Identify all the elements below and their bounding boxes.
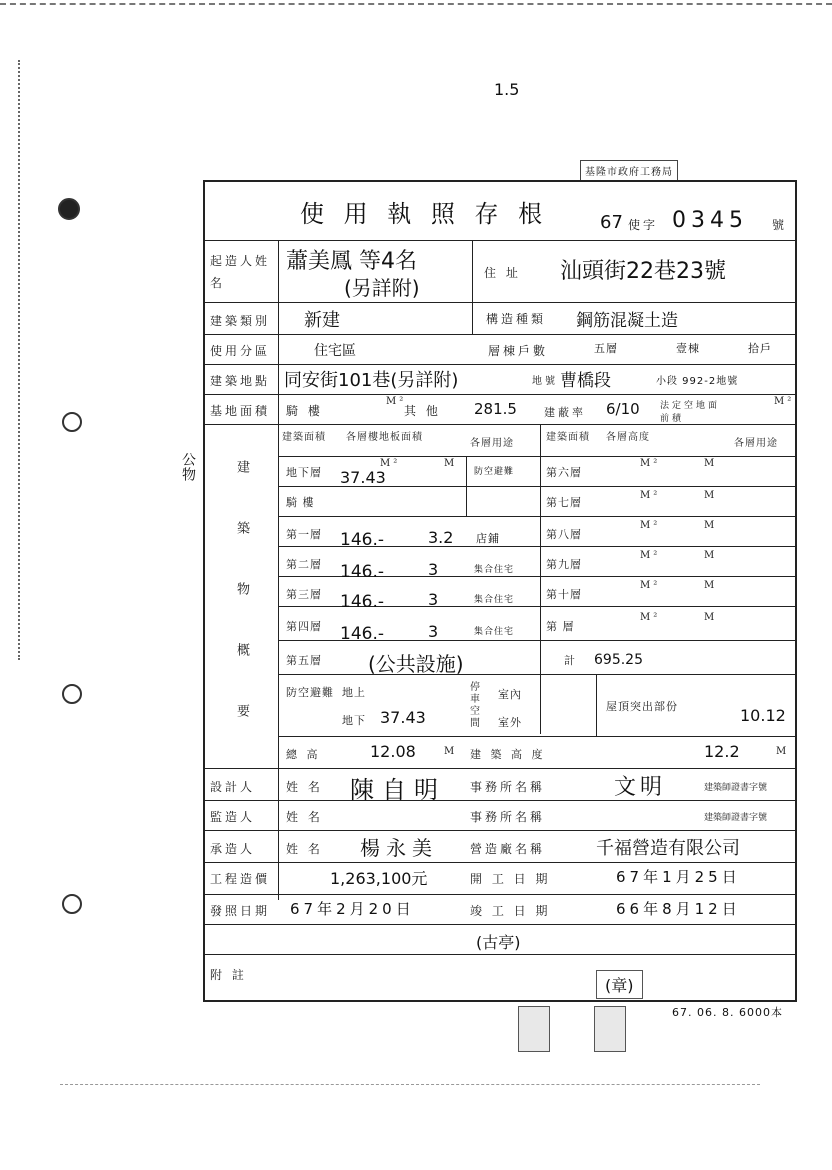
coverage-value: 6/10 bbox=[606, 400, 640, 418]
rule bbox=[203, 800, 795, 801]
form-number-prefix: 67 bbox=[600, 212, 623, 233]
building-height-value: 12.2 bbox=[704, 742, 740, 761]
floor2-height: 3 bbox=[428, 560, 439, 579]
seal-stamp bbox=[518, 1006, 550, 1052]
land-number-label: 地號 bbox=[532, 376, 558, 387]
building-type-value: 新建 bbox=[304, 310, 340, 331]
rule bbox=[203, 924, 795, 925]
unit-m2: M² bbox=[640, 458, 661, 469]
binder-hole-1 bbox=[58, 198, 80, 220]
households-c: 拾戶 bbox=[748, 342, 772, 355]
roof-value: 10.12 bbox=[740, 706, 786, 725]
rule bbox=[203, 894, 795, 895]
floor4-height: 3 bbox=[428, 622, 439, 641]
applicant-name: 蕭美鳳 等4名 bbox=[286, 249, 417, 274]
site-area-sub1: 騎 樓 bbox=[286, 404, 323, 418]
total-area: 695.25 bbox=[594, 652, 643, 668]
floor-label-10: 第十層 bbox=[546, 588, 582, 601]
col-use-right: 各層用途 bbox=[734, 438, 778, 449]
contractor-name: 楊永美 bbox=[360, 836, 438, 860]
floor-label-arcade: 騎 樓 bbox=[286, 496, 315, 509]
col-use-left: 各層用途 bbox=[470, 438, 514, 449]
start-date-value: 67年1月25日 bbox=[616, 868, 741, 886]
roof-label: 屋頂突出部份 bbox=[606, 700, 678, 713]
floor3-use: 集合住宅 bbox=[474, 595, 515, 605]
rule bbox=[203, 394, 795, 395]
structure-type-value: 鋼筋混凝土造 bbox=[576, 311, 678, 331]
extra-row-value: (古亭) bbox=[476, 933, 521, 952]
floor-label-4: 第四層 bbox=[286, 620, 322, 633]
structure-type-label: 構造種類 bbox=[486, 312, 547, 326]
applicant-note: (另詳附) bbox=[344, 276, 420, 300]
contractor-name-label: 姓 名 bbox=[286, 842, 323, 856]
floor-label-2: 第二層 bbox=[286, 558, 322, 571]
parking-label: 停車空間 bbox=[470, 682, 480, 729]
col-area-right: 建築面積 bbox=[546, 432, 590, 443]
floor3-height: 3 bbox=[428, 590, 439, 609]
rule bbox=[203, 830, 795, 831]
basement-area: 37.43 bbox=[340, 468, 386, 487]
supervisor-name-label: 姓 名 bbox=[286, 810, 323, 824]
supervisor-firm-label: 事務所名稱 bbox=[470, 810, 546, 824]
legal-frontage-unit: M² bbox=[774, 396, 795, 407]
shelter-below-value: 37.43 bbox=[380, 708, 426, 727]
permit-date-label: 發照日期 bbox=[210, 904, 271, 918]
corner-stamp: 基隆市政府工務局 bbox=[580, 160, 678, 181]
shelter-above-label: 地上 bbox=[342, 686, 366, 699]
form-number-suffix: 號 bbox=[772, 218, 788, 232]
designer-name-label: 姓 名 bbox=[286, 780, 323, 794]
rule bbox=[278, 240, 279, 900]
rule bbox=[278, 736, 795, 737]
designer-label: 設計人 bbox=[210, 780, 256, 794]
col-floor-area-left: 各層樓地板面積 bbox=[346, 432, 423, 443]
rule bbox=[278, 674, 795, 675]
use-zone-label: 使用分區 bbox=[210, 344, 271, 358]
floor2-use: 集合住宅 bbox=[474, 565, 515, 575]
project-cost-value: 1,263,100元 bbox=[330, 869, 428, 888]
unit-m2: M² bbox=[640, 520, 661, 531]
rule bbox=[466, 456, 467, 516]
rule bbox=[540, 424, 541, 734]
total-height-value: 12.08 bbox=[370, 742, 416, 761]
rule bbox=[278, 516, 795, 517]
form-number: 0345 bbox=[672, 208, 748, 233]
households-b: 壹棟 bbox=[676, 342, 700, 355]
rule bbox=[203, 302, 795, 303]
binder-hole-3 bbox=[62, 684, 82, 704]
unit-m: M bbox=[704, 490, 718, 501]
seal-stamp bbox=[594, 1006, 626, 1052]
title-underline bbox=[203, 240, 795, 241]
floor1-use: 店鋪 bbox=[476, 532, 500, 545]
supervisor-label: 監造人 bbox=[210, 810, 256, 824]
floor-label-5: 第五層 bbox=[286, 654, 322, 667]
building-height-unit: M bbox=[776, 746, 790, 757]
unit-m: M bbox=[704, 550, 718, 561]
use-zone-value: 住宅區 bbox=[314, 343, 356, 359]
unit-m2: M² bbox=[640, 550, 661, 561]
floor-label-8: 第八層 bbox=[546, 528, 582, 541]
contractor-firm-label: 營造廠名稱 bbox=[470, 842, 546, 856]
site-area-other: 281.5 bbox=[474, 400, 517, 418]
finish-date-value: 66年8月12日 bbox=[616, 900, 741, 918]
basement-use: 防空避難 bbox=[474, 467, 515, 477]
coverage-label: 建蔽率 bbox=[544, 406, 586, 419]
legal-frontage-label: 法定空地面前積 bbox=[660, 401, 721, 424]
shelter-label: 防空避難 bbox=[286, 686, 334, 699]
shelter-below-label: 地下 bbox=[342, 714, 366, 727]
supervisor-reg-label: 建築師證書字號 bbox=[704, 813, 768, 823]
scan-margin-line bbox=[18, 60, 20, 660]
site-location-label: 建築地點 bbox=[210, 374, 271, 388]
floor4-area: 146.- bbox=[340, 624, 384, 644]
households-a: 五層 bbox=[594, 342, 618, 355]
site-location-value: 同安街101巷(另詳附) bbox=[284, 370, 459, 391]
form-title: 使 用 執 照 存 根 bbox=[300, 200, 549, 228]
building-height-label: 建 築 高 度 bbox=[470, 748, 546, 761]
indoor-label: 室內 bbox=[498, 688, 522, 701]
binder-hole-2 bbox=[62, 412, 82, 432]
notes-label: 附 註 bbox=[210, 968, 247, 982]
households-label: 層棟戶數 bbox=[488, 344, 549, 358]
designer-firm-label: 事務所名稱 bbox=[470, 780, 546, 794]
floor-label-7: 第七層 bbox=[546, 496, 582, 509]
unit-m: M bbox=[704, 520, 718, 531]
rule bbox=[472, 240, 473, 334]
build-overview-label: 建築物概要 bbox=[234, 460, 249, 765]
unit-m2: M² bbox=[640, 612, 661, 623]
floor-label-6: 第六層 bbox=[546, 466, 582, 479]
floor2-area: 146.- bbox=[340, 562, 384, 582]
rule bbox=[278, 456, 795, 457]
floor1-area: 146.- bbox=[340, 530, 384, 550]
rule bbox=[203, 364, 795, 365]
outdoor-label: 室外 bbox=[498, 716, 522, 729]
col-area-left: 建築面積 bbox=[282, 432, 326, 443]
binder-hole-4 bbox=[62, 894, 82, 914]
address-label: 住 址 bbox=[484, 266, 521, 280]
form-number-char: 使字 bbox=[628, 218, 659, 232]
floor-label-1: 第一層 bbox=[286, 528, 322, 541]
contractor-label: 承造人 bbox=[210, 842, 256, 856]
scan-bottom-line bbox=[60, 1084, 760, 1085]
unit-m: M bbox=[704, 612, 718, 623]
scan-top-line bbox=[0, 3, 832, 5]
rule bbox=[203, 768, 795, 769]
rule bbox=[203, 424, 795, 425]
page-number: 1.5 bbox=[494, 80, 520, 99]
site-area-unit1: M² bbox=[386, 396, 407, 407]
bottom-stamp: 67. 06. 8. 6000本 bbox=[672, 1006, 783, 1019]
floor-label-9: 第九層 bbox=[546, 558, 582, 571]
contractor-firm: 千福營造有限公司 bbox=[596, 838, 740, 859]
unit-m2: M² bbox=[380, 458, 401, 469]
finish-date-label: 竣 工 日 期 bbox=[470, 904, 551, 918]
permit-date-value: 67年2月20日 bbox=[290, 900, 415, 918]
address-value: 汕頭街22巷23號 bbox=[560, 259, 726, 284]
floor5-value: (公共設施) bbox=[368, 652, 464, 676]
unit-m2: M² bbox=[640, 580, 661, 591]
notes-stamp: (章) bbox=[596, 970, 643, 999]
floor3-area: 146.- bbox=[340, 592, 384, 612]
land-number-sub: 小段 992-2地號 bbox=[656, 376, 739, 387]
floor4-use: 集合住宅 bbox=[474, 627, 515, 637]
applicant-label: 起造人姓名 bbox=[210, 254, 271, 290]
total-height-unit: M bbox=[444, 746, 458, 757]
side-note: 公物 bbox=[180, 452, 196, 482]
site-area-label: 基地面積 bbox=[210, 404, 271, 418]
floor-label-3: 第三層 bbox=[286, 588, 322, 601]
land-number-value: 曹橋段 bbox=[560, 371, 611, 391]
rule bbox=[203, 334, 795, 335]
rule bbox=[203, 862, 795, 863]
designer-firm: 文明 bbox=[614, 775, 667, 800]
total-height-label: 總 高 bbox=[286, 748, 321, 761]
start-date-label: 開 工 日 期 bbox=[470, 872, 551, 886]
building-type-label: 建築類別 bbox=[210, 314, 271, 328]
unit-m: M bbox=[444, 458, 458, 469]
designer-reg-label: 建築師證書字號 bbox=[704, 783, 768, 793]
floor1-height: 3.2 bbox=[428, 528, 454, 547]
rule bbox=[203, 954, 795, 955]
floor-label-n: 第 層 bbox=[546, 620, 575, 633]
floor-label-basement: 地下層 bbox=[286, 466, 322, 479]
unit-m2: M² bbox=[640, 490, 661, 501]
site-area-sub2: 其 他 bbox=[404, 404, 441, 418]
designer-name: 陳自明 bbox=[350, 776, 446, 804]
project-cost-label: 工程造價 bbox=[210, 872, 271, 886]
unit-m: M bbox=[704, 458, 718, 469]
col-height-right: 各層高度 bbox=[606, 432, 650, 443]
floor-label-total: 計 bbox=[564, 654, 576, 667]
unit-m: M bbox=[704, 580, 718, 591]
rule bbox=[596, 674, 597, 736]
